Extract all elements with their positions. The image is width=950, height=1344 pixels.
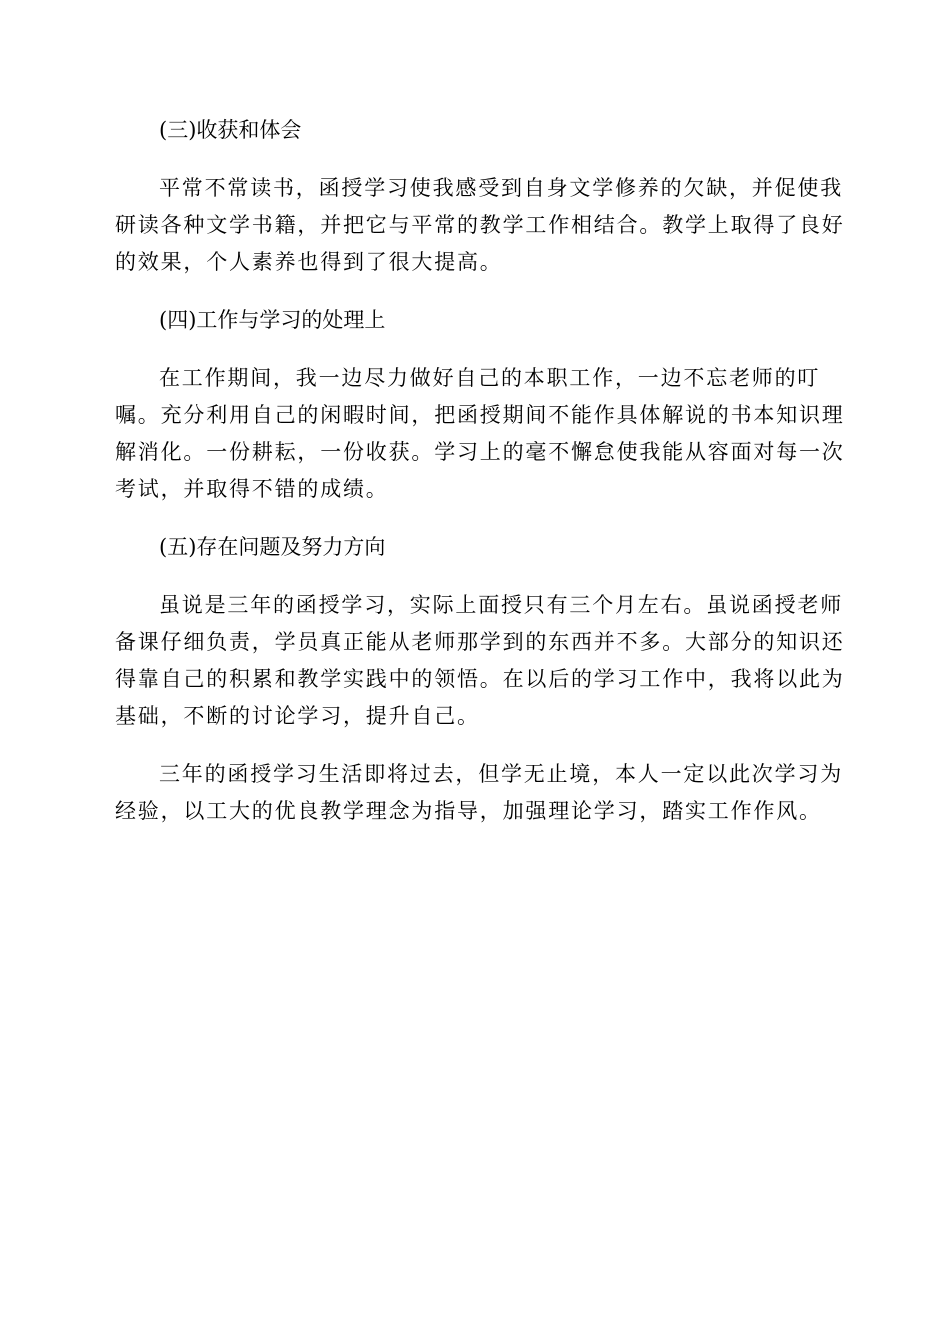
paragraph-line: 平常不常读书，函授学习使我感受到自身文学修养的欠缺，并促使我	[159, 176, 843, 200]
paragraph-line: 的效果，个人素养也得到了很大提高。	[115, 250, 503, 274]
section-heading-5: (五)存在问题及努力方向	[159, 535, 386, 559]
section-paragraph-4	[115, 360, 845, 508]
paragraph-line: 经验，以工大的优良教学理念为指导，加强理论学习，踏实工作作风。	[115, 799, 822, 823]
section-paragraph-5	[115, 587, 845, 735]
paragraph-line: 嘱。充分利用自己的闲暇时间，把函授期间不能作具体解说的书本知识理	[115, 403, 845, 427]
section-heading-3: (三)收获和体会	[159, 118, 302, 142]
section-heading-4: (四)工作与学习的处理上	[159, 308, 386, 332]
paragraph-line: 三年的函授学习生活即将过去，但学无止境，本人一定以此次学习为	[159, 762, 843, 786]
paragraph-line: 解消化。一份耕耘，一份收获。学习上的毫不懈怠使我能从容面对每一次	[115, 440, 845, 464]
paragraph-line: 备课仔细负责，学员真正能从老师那学到的东西并不多。大部分的知识还	[115, 630, 845, 654]
paragraph-line: 研读各种文学书籍，并把它与平常的教学工作相结合。教学上取得了良好	[115, 213, 845, 237]
paragraph-line: 在工作期间，我一边尽力做好自己的本职工作，一边不忘老师的叮	[159, 366, 821, 390]
paragraph-line: 虽说是三年的函授学习，实际上面授只有三个月左右。虽说函授老师	[159, 593, 843, 617]
section-paragraph-3	[115, 170, 845, 281]
document-body	[115, 112, 845, 851]
closing-paragraph	[115, 756, 843, 830]
paragraph-line: 得靠自己的积累和教学实践中的领悟。在以后的学习工作中，我将以此为	[115, 667, 845, 691]
paragraph-line: 考试，并取得不错的成绩。	[115, 477, 389, 501]
paragraph-line: 基础，不断的讨论学习，提升自己。	[115, 704, 480, 728]
